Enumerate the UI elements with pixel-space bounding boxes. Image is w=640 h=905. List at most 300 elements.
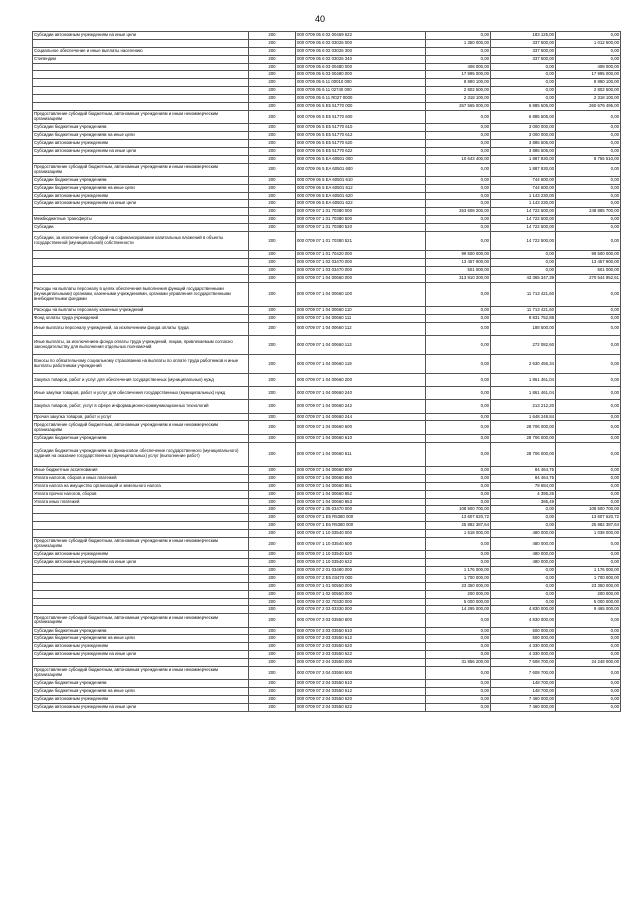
row-unexecuted-cell: 0,00 — [556, 474, 621, 482]
row-name-cell: Субсидии автономным учреждениям на иные цели — [33, 147, 249, 155]
row-name-cell — [33, 95, 249, 103]
row-line-code-cell: 200 — [249, 47, 296, 55]
row-name-cell — [33, 506, 249, 514]
row-executed-cell: 213 212,20 — [491, 400, 556, 413]
row-planned-cell: 14 295 000,00 — [426, 606, 491, 614]
row-budget-code-cell: 000 0709 06 5 E5 51770 000 — [296, 103, 426, 111]
table-row — [33, 32, 621, 40]
row-planned-cell: 31 856 200,00 — [426, 659, 491, 667]
row-line-code-cell: 200 — [249, 474, 296, 482]
row-planned-cell: 17 995 000,00 — [426, 71, 491, 79]
row-budget-code-cell: 000 0709 07 1 03 03470 000 — [296, 266, 426, 274]
row-budget-code-cell: 000 0709 06 5 EA 60501 612 — [296, 184, 426, 192]
row-unexecuted-cell: 0,00 — [556, 32, 621, 40]
row-budget-code-cell: 000 0709 07 1 02 00550 000 — [296, 590, 426, 598]
row-name-cell — [33, 606, 249, 614]
row-line-code-cell: 200 — [249, 192, 296, 200]
row-executed-cell: 4 330 000,00 — [491, 651, 556, 659]
row-unexecuted-cell: 0,00 — [556, 434, 621, 442]
row-name-cell: Взносы по обязательному социальному страхованию на выплаты по оплате труда работников и иные выплаты работникам учреждений — [33, 355, 249, 374]
row-executed-cell: 6 885 505,00 — [491, 110, 556, 123]
row-name-cell: Субсидии бюджетным учреждениям — [33, 124, 249, 132]
table-row — [33, 590, 621, 598]
row-budget-code-cell: 000 0709 07 1 04 00660 000 — [296, 274, 426, 282]
row-name-cell — [33, 208, 249, 216]
row-planned-cell: 0,00 — [426, 490, 491, 498]
row-name-cell — [33, 567, 249, 575]
row-executed-cell: 11 713 421,60 — [491, 307, 556, 315]
row-line-code-cell: 200 — [249, 498, 296, 506]
row-executed-cell: 0,00 — [491, 250, 556, 258]
row-line-code-cell: 200 — [249, 124, 296, 132]
row-budget-code-cell: 000 0709 06 5 EA 60501 620 — [296, 192, 426, 200]
row-name-cell — [33, 266, 249, 274]
row-name-cell — [33, 155, 249, 163]
row-planned-cell: 0,00 — [426, 695, 491, 703]
table-row — [33, 224, 621, 232]
row-budget-code-cell: 000 0709 07 1 04 00660 111 — [296, 314, 426, 322]
row-planned-cell: 0,00 — [426, 231, 491, 250]
row-unexecuted-cell: 0,00 — [556, 192, 621, 200]
row-unexecuted-cell: 0,00 — [556, 184, 621, 192]
row-unexecuted-cell: 99 500 000,00 — [556, 250, 621, 258]
row-planned-cell: 0,00 — [426, 474, 491, 482]
row-name-cell: Иные закупки товаров, работ и услуг для обеспечения государственных (муниципальных) нужд — [33, 387, 249, 400]
row-unexecuted-cell: 0,00 — [556, 559, 621, 567]
row-executed-cell: 4 830 000,00 — [491, 606, 556, 614]
row-unexecuted-cell: 25 882 387,64 — [556, 522, 621, 530]
row-unexecuted-cell: 0,00 — [556, 703, 621, 711]
row-name-cell: Субсидии бюджетным учреждениям — [33, 434, 249, 442]
row-planned-cell: 0,00 — [426, 703, 491, 711]
table-row — [33, 87, 621, 95]
row-name-cell: Уплата налогов, сборов и иных платежей — [33, 474, 249, 482]
row-executed-cell: 43 365 347,39 — [491, 274, 556, 282]
row-planned-cell: 0,00 — [426, 538, 491, 551]
row-executed-cell: 148 700,00 — [491, 688, 556, 696]
row-line-code-cell: 200 — [249, 184, 296, 192]
row-executed-cell: 3 885 505,00 — [491, 147, 556, 155]
row-executed-cell: 11 713 421,60 — [491, 282, 556, 307]
row-name-cell: Предоставление субсидий бюджетным, автономным учреждениям и иным некоммерческим организациям — [33, 110, 249, 123]
row-executed-cell: 2 630 455,34 — [491, 355, 556, 374]
row-line-code-cell: 200 — [249, 200, 296, 208]
row-budget-code-cell: 000 0709 06 5 E5 51770 620 — [296, 139, 426, 147]
row-name-cell: Субсидии автономным учреждениям — [33, 551, 249, 559]
row-planned-cell: 0,00 — [426, 614, 491, 627]
row-unexecuted-cell: 0,00 — [556, 55, 621, 63]
row-budget-code-cell: 000 0709 07 1 02 03470 000 — [296, 258, 426, 266]
table-row — [33, 688, 621, 696]
table-row — [33, 659, 621, 667]
table-row — [33, 643, 621, 651]
table-row — [33, 506, 621, 514]
row-budget-code-cell: 000 0709 07 1 01 00550 000 — [296, 582, 426, 590]
table-row — [33, 695, 621, 703]
row-executed-cell: 4 330 000,00 — [491, 643, 556, 651]
row-executed-cell: 3 000 000,00 — [491, 124, 556, 132]
row-unexecuted-cell: 0,00 — [556, 336, 621, 355]
table-row — [33, 216, 621, 224]
row-unexecuted-cell: 0,00 — [556, 282, 621, 307]
row-executed-cell: 1 887 830,00 — [491, 155, 556, 163]
row-line-code-cell: 200 — [249, 79, 296, 87]
row-budget-code-cell: 000 0709 07 1 04 00660 600 — [296, 421, 426, 434]
row-line-code-cell: 200 — [249, 703, 296, 711]
row-budget-code-cell: 000 0709 05 6 02 03026 000 — [296, 39, 426, 47]
table-row — [33, 490, 621, 498]
row-planned-cell: 0,00 — [426, 216, 491, 224]
row-planned-cell: 8 890 100,00 — [426, 79, 491, 87]
table-row — [33, 71, 621, 79]
row-planned-cell: 13 607 620,72 — [426, 514, 491, 522]
row-line-code-cell: 200 — [249, 155, 296, 163]
row-line-code-cell: 200 — [249, 95, 296, 103]
row-line-code-cell: 200 — [249, 216, 296, 224]
row-executed-cell: 8 831 752,88 — [491, 314, 556, 322]
row-planned-cell: 0,00 — [426, 124, 491, 132]
row-executed-cell: 0,00 — [491, 266, 556, 274]
row-name-cell — [33, 258, 249, 266]
row-executed-cell: 84 464,75 — [491, 474, 556, 482]
row-name-cell — [33, 530, 249, 538]
row-planned-cell: 1 518 000,00 — [426, 530, 491, 538]
row-planned-cell: 0,00 — [426, 643, 491, 651]
row-name-cell: Субсидии бюджетным учреждениям — [33, 176, 249, 184]
row-planned-cell: 0,00 — [426, 635, 491, 643]
row-name-cell: Предоставление субсидий бюджетным, автономным учреждениям и иным некоммерческим организациям — [33, 421, 249, 434]
row-name-cell: Субсидии автономным учреждениям на иные цели — [33, 559, 249, 567]
row-executed-cell: 14 722 500,00 — [491, 231, 556, 250]
row-planned-cell: 0,00 — [426, 336, 491, 355]
row-executed-cell: 337 500,00 — [491, 47, 556, 55]
row-line-code-cell: 200 — [249, 659, 296, 667]
row-budget-code-cell: 000 0709 07 3 04 03550 600 — [296, 667, 426, 680]
row-unexecuted-cell: 0,00 — [556, 467, 621, 475]
row-line-code-cell: 200 — [249, 421, 296, 434]
row-unexecuted-cell: 0,00 — [556, 643, 621, 651]
row-name-cell: Фонд оплаты труда учреждений — [33, 314, 249, 322]
row-line-code-cell: 200 — [249, 103, 296, 111]
row-budget-code-cell: 000 0709 06 5 EA 60501 600 — [296, 163, 426, 176]
row-name-cell — [33, 87, 249, 95]
row-unexecuted-cell: 408 000,00 — [556, 63, 621, 71]
row-name-cell — [33, 103, 249, 111]
row-executed-cell: 0,00 — [491, 79, 556, 87]
table-row — [33, 627, 621, 635]
row-executed-cell: 0,00 — [491, 87, 556, 95]
row-name-cell: Субсидии автономным учреждениям — [33, 643, 249, 651]
row-budget-code-cell: 000 0709 07 3 04 03550 000 — [296, 659, 426, 667]
row-name-cell — [33, 598, 249, 606]
row-unexecuted-cell: 0,00 — [556, 47, 621, 55]
row-executed-cell: 0,00 — [491, 574, 556, 582]
row-name-cell — [33, 522, 249, 530]
row-planned-cell: 501 000,00 — [426, 266, 491, 274]
row-name-cell: Расходы на выплаты персоналу в целях обеспечения выполнения функций государственными (муниципальными) органами, казенными учреждениями, органами управления государственными внебюджетными фондами — [33, 282, 249, 307]
row-unexecuted-cell: 5 000 000,00 — [556, 598, 621, 606]
row-executed-cell: 28 706 000,00 — [491, 421, 556, 434]
row-budget-code-cell: 000 0709 07 1 04 00660 200 — [296, 374, 426, 387]
row-budget-code-cell: 000 0709 05 6 11 02740 000 — [296, 87, 426, 95]
row-line-code-cell: 200 — [249, 224, 296, 232]
row-name-cell: Субсидии автономным учреждениям на иные цели — [33, 32, 249, 40]
row-budget-code-cell: 000 0709 07 3 03 03550 612 — [296, 635, 426, 643]
row-planned-cell: 0,00 — [426, 32, 491, 40]
row-unexecuted-cell: 0,00 — [556, 374, 621, 387]
row-planned-cell: 2 802 500,00 — [426, 87, 491, 95]
table-row — [33, 667, 621, 680]
row-unexecuted-cell: 0,00 — [556, 216, 621, 224]
row-unexecuted-cell: 0,00 — [556, 163, 621, 176]
row-budget-code-cell: 000 0709 06 5 EA 60501 622 — [296, 200, 426, 208]
row-unexecuted-cell: 1 176 000,00 — [556, 567, 621, 575]
row-line-code-cell: 200 — [249, 282, 296, 307]
row-executed-cell: 0,00 — [491, 506, 556, 514]
row-line-code-cell: 200 — [249, 574, 296, 582]
row-unexecuted-cell: 0,00 — [556, 314, 621, 322]
row-executed-cell: 188 500,00 — [491, 322, 556, 335]
row-line-code-cell: 200 — [249, 32, 296, 40]
row-unexecuted-cell: 0,00 — [556, 387, 621, 400]
row-executed-cell: 480 000,00 — [491, 551, 556, 559]
row-planned-cell: 0,00 — [426, 314, 491, 322]
row-name-cell — [33, 574, 249, 582]
row-planned-cell: 13 457 900,00 — [426, 258, 491, 266]
row-unexecuted-cell: 0,00 — [556, 139, 621, 147]
row-name-cell: Субсидии бюджетным учреждениям — [33, 680, 249, 688]
row-budget-code-cell: 000 0709 05 6 02 03026 300 — [296, 47, 426, 55]
table-row — [33, 614, 621, 627]
table-row — [33, 413, 621, 421]
row-executed-cell: 0,00 — [491, 258, 556, 266]
row-planned-cell: 0,00 — [426, 627, 491, 635]
table-row — [33, 606, 621, 614]
table-row — [33, 559, 621, 567]
row-executed-cell: 14 722 500,00 — [491, 216, 556, 224]
table-row — [33, 282, 621, 307]
row-name-cell: Субсидии — [33, 224, 249, 232]
row-unexecuted-cell: 0,00 — [556, 131, 621, 139]
row-planned-cell: 25 882 387,64 — [426, 522, 491, 530]
row-line-code-cell: 200 — [249, 467, 296, 475]
row-budget-code-cell: 000 0709 05 6 03 00480 000 — [296, 63, 426, 71]
row-unexecuted-cell: 0,00 — [556, 231, 621, 250]
row-line-code-cell: 200 — [249, 590, 296, 598]
row-planned-cell: 0,00 — [426, 176, 491, 184]
table-row — [33, 208, 621, 216]
table-row — [33, 400, 621, 413]
row-unexecuted-cell: 0,00 — [556, 498, 621, 506]
table-row — [33, 176, 621, 184]
row-planned-cell: 0,00 — [426, 482, 491, 490]
row-unexecuted-cell: 1 700 000,00 — [556, 574, 621, 582]
row-line-code-cell: 200 — [249, 274, 296, 282]
row-planned-cell: 1 700 000,00 — [426, 574, 491, 582]
row-executed-cell: 84 464,75 — [491, 467, 556, 475]
row-executed-cell: 28 706 000,00 — [491, 442, 556, 467]
row-executed-cell: 183 125,00 — [491, 32, 556, 40]
row-budget-code-cell: 000 0709 05 6 03 00480 000 — [296, 71, 426, 79]
row-name-cell: Субсидии бюджетным учреждениям на иные цели — [33, 184, 249, 192]
row-line-code-cell: 200 — [249, 627, 296, 635]
table-row — [33, 374, 621, 387]
row-line-code-cell: 200 — [249, 551, 296, 559]
row-planned-cell: 0,00 — [426, 224, 491, 232]
row-planned-cell: 108 500 700,00 — [426, 506, 491, 514]
row-unexecuted-cell: 0,00 — [556, 413, 621, 421]
row-line-code-cell: 200 — [249, 413, 296, 421]
row-name-cell — [33, 250, 249, 258]
row-line-code-cell: 200 — [249, 530, 296, 538]
row-unexecuted-cell: 0,00 — [556, 421, 621, 434]
row-unexecuted-cell: 0,00 — [556, 651, 621, 659]
row-unexecuted-cell: 501 000,00 — [556, 266, 621, 274]
row-unexecuted-cell: 0,00 — [556, 322, 621, 335]
row-budget-code-cell: 000 0709 07 1 01 70380 520 — [296, 224, 426, 232]
table-row — [33, 522, 621, 530]
row-planned-cell: 23 350 000,00 — [426, 582, 491, 590]
row-planned-cell: 5 000 000,00 — [426, 598, 491, 606]
row-budget-code-cell: 000 0709 07 1 01 70380 521 — [296, 231, 426, 250]
row-executed-cell: 3 885 505,00 — [491, 139, 556, 147]
row-name-cell: Уплата прочих налогов, сборов — [33, 490, 249, 498]
row-planned-cell: 0,00 — [426, 413, 491, 421]
row-line-code-cell: 200 — [249, 266, 296, 274]
row-planned-cell: 0,00 — [426, 442, 491, 467]
row-line-code-cell: 200 — [249, 387, 296, 400]
row-planned-cell: 0,00 — [426, 651, 491, 659]
table-row — [33, 110, 621, 123]
row-line-code-cell: 200 — [249, 442, 296, 467]
row-budget-code-cell: 000 0709 07 1 04 00660 242 — [296, 400, 426, 413]
row-line-code-cell: 200 — [249, 688, 296, 696]
row-executed-cell: 28 706 000,00 — [491, 434, 556, 442]
row-executed-cell: 480 000,00 — [491, 538, 556, 551]
row-name-cell: Субсидии автономным учреждениям — [33, 139, 249, 147]
table-row — [33, 582, 621, 590]
row-planned-cell: 0,00 — [426, 374, 491, 387]
row-line-code-cell: 200 — [249, 87, 296, 95]
row-name-cell: Субсидии бюджетным учреждениям на иные цели — [33, 635, 249, 643]
row-name-cell: Субсидии, за исключением субсидий на софинансирование капитальных вложений в объекты государственной (муниципальной) собственности — [33, 231, 249, 250]
row-executed-cell: 744 600,00 — [491, 176, 556, 184]
row-planned-cell: 0,00 — [426, 467, 491, 475]
row-budget-code-cell: 000 0709 07 1 04 00660 100 — [296, 282, 426, 307]
table-row — [33, 63, 621, 71]
row-budget-code-cell: 000 0709 07 1 10 03540 600 — [296, 538, 426, 551]
row-name-cell: Субсидии автономным учреждениям на иные цели — [33, 200, 249, 208]
row-executed-cell: 7 608 700,00 — [491, 659, 556, 667]
row-unexecuted-cell: 1 012 500,00 — [556, 39, 621, 47]
row-planned-cell: 0,00 — [426, 400, 491, 413]
row-unexecuted-cell: 200 000,00 — [556, 590, 621, 598]
row-planned-cell: 0,00 — [426, 282, 491, 307]
row-line-code-cell: 200 — [249, 307, 296, 315]
row-name-cell: Субсидии автономным учреждениям — [33, 192, 249, 200]
row-unexecuted-cell: 248 885 700,00 — [556, 208, 621, 216]
row-budget-code-cell: 000 0709 07 1 04 00660 853 — [296, 498, 426, 506]
row-name-cell: Уплата налога на имущество организаций и земельного налога — [33, 482, 249, 490]
table-row — [33, 703, 621, 711]
row-name-cell: Расходы на выплаты персоналу казенных учреждений — [33, 307, 249, 315]
row-planned-cell: 0,00 — [426, 131, 491, 139]
row-budget-code-cell: 000 0709 07 2 03 03330 000 — [296, 606, 426, 614]
row-planned-cell: 1 350 000,00 — [426, 39, 491, 47]
table-row — [33, 163, 621, 176]
row-line-code-cell: 200 — [249, 110, 296, 123]
row-planned-cell: 10 643 400,00 — [426, 155, 491, 163]
row-budget-code-cell: 000 0709 07 2 02 70330 000 — [296, 598, 426, 606]
row-planned-cell: 0,00 — [426, 47, 491, 55]
row-unexecuted-cell: 1 038 000,00 — [556, 530, 621, 538]
row-name-cell: Стипендии — [33, 55, 249, 63]
row-budget-code-cell: 000 0709 07 1 01 70380 000 — [296, 208, 426, 216]
row-line-code-cell: 200 — [249, 667, 296, 680]
row-executed-cell: 480 000,00 — [491, 559, 556, 567]
row-budget-code-cell: 000 0709 06 5 E5 51770 600 — [296, 110, 426, 123]
row-unexecuted-cell: 9 465 000,00 — [556, 606, 621, 614]
row-unexecuted-cell: 260 679 495,00 — [556, 103, 621, 111]
row-line-code-cell: 200 — [249, 606, 296, 614]
row-unexecuted-cell: 0,00 — [556, 490, 621, 498]
row-budget-code-cell: 000 0709 07 1 E5 R5380 000 — [296, 514, 426, 522]
row-budget-code-cell: 000 0709 07 3 04 03550 612 — [296, 688, 426, 696]
table-row — [33, 103, 621, 111]
row-name-cell: Субсидии бюджетным учреждениям — [33, 627, 249, 635]
row-planned-cell: 0,00 — [426, 498, 491, 506]
row-executed-cell: 7 460 000,00 — [491, 695, 556, 703]
row-unexecuted-cell: 0,00 — [556, 482, 621, 490]
row-unexecuted-cell: 2 318 100,00 — [556, 95, 621, 103]
row-planned-cell: 313 910 200,00 — [426, 274, 491, 282]
row-unexecuted-cell: 0,00 — [556, 635, 621, 643]
row-line-code-cell: 200 — [249, 176, 296, 184]
row-executed-cell: 0,00 — [491, 63, 556, 71]
row-line-code-cell: 200 — [249, 322, 296, 335]
row-line-code-cell: 200 — [249, 559, 296, 567]
row-budget-code-cell: 000 0709 07 3 04 03550 610 — [296, 680, 426, 688]
row-unexecuted-cell: 0,00 — [556, 551, 621, 559]
row-executed-cell: 7 460 000,00 — [491, 703, 556, 711]
row-budget-code-cell: 000 0709 07 1 04 00660 611 — [296, 442, 426, 467]
row-executed-cell: 148 700,00 — [491, 680, 556, 688]
row-name-cell: Социальное обеспечение и иные выплаты населению — [33, 47, 249, 55]
row-budget-code-cell: 000 0709 07 1 04 00660 852 — [296, 490, 426, 498]
row-line-code-cell: 200 — [249, 63, 296, 71]
row-unexecuted-cell: 0,00 — [556, 688, 621, 696]
row-planned-cell: 2 318 100,00 — [426, 95, 491, 103]
row-budget-code-cell: 000 0709 07 1 04 00660 110 — [296, 307, 426, 315]
table-row — [33, 442, 621, 467]
budget-execution-table — [32, 31, 621, 712]
row-executed-cell: 14 722 500,00 — [491, 224, 556, 232]
row-unexecuted-cell: 0,00 — [556, 176, 621, 184]
row-budget-code-cell: 000 0709 07 1 01 70420 000 — [296, 250, 426, 258]
row-budget-code-cell: 000 0709 07 1 04 00660 610 — [296, 434, 426, 442]
row-executed-cell: 3 000 000,00 — [491, 131, 556, 139]
table-row — [33, 55, 621, 63]
row-unexecuted-cell: 0,00 — [556, 124, 621, 132]
table-row — [33, 322, 621, 335]
table-row — [33, 95, 621, 103]
row-planned-cell: 0,00 — [426, 147, 491, 155]
row-line-code-cell: 200 — [249, 538, 296, 551]
row-line-code-cell: 200 — [249, 522, 296, 530]
row-executed-cell: 4 830 000,00 — [491, 614, 556, 627]
row-executed-cell: 0,00 — [491, 95, 556, 103]
row-planned-cell: 263 608 200,00 — [426, 208, 491, 216]
